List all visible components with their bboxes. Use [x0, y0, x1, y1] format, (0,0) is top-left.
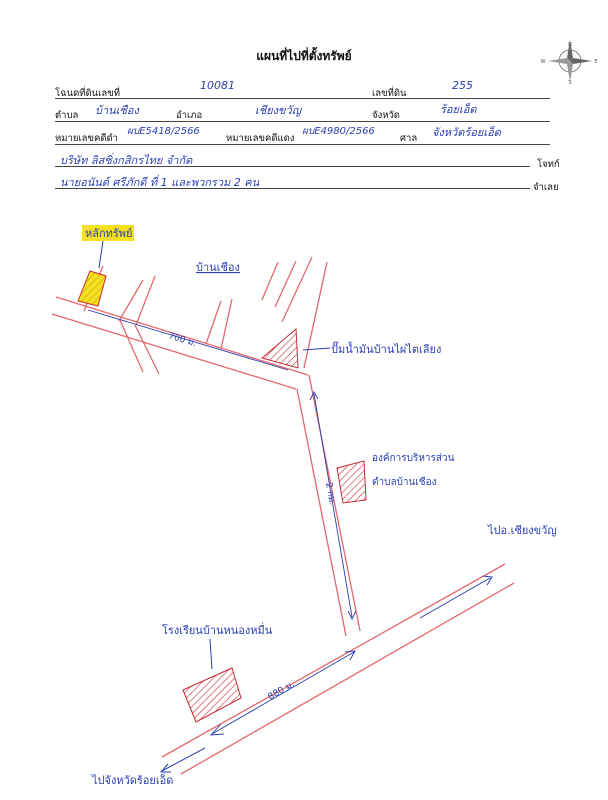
- defendant-value: นายอนันต์ ศรีภักดี ที่ 1 และพวกรวม 2 คน: [60, 176, 260, 189]
- red-case-value: ผบE4980/2566: [302, 126, 375, 137]
- gas-station-pointer: [303, 348, 330, 350]
- road-network: [52, 257, 514, 774]
- village-label: บ้านเชือง: [196, 261, 240, 274]
- arrow-to-chiang-khwan: [420, 576, 492, 618]
- compass-north: N: [568, 42, 572, 48]
- school-label: โรงเรียนบ้านหนองหมื่น: [162, 624, 273, 637]
- distance-2km-label: 2 กม.: [323, 481, 337, 507]
- property-pointer: [99, 241, 103, 268]
- sao-office-label-1: องค์การบริหารส่วน: [372, 453, 455, 464]
- district-value: เชียงขวัญ: [255, 104, 302, 117]
- sao-office-marker: [337, 461, 366, 503]
- distance-880-label: 880 ม.: [266, 679, 297, 703]
- land-no-value: 255: [452, 79, 473, 92]
- province-value: ร้อยเอ็ด: [440, 103, 477, 116]
- court-label: ศาล: [400, 133, 418, 144]
- school-pointer: [210, 639, 212, 669]
- land-no-label: เลขที่ดิน: [372, 88, 407, 99]
- plaintiff-label: โจทก์: [537, 159, 560, 170]
- subdistrict-value: บ้านเชือง: [95, 104, 139, 117]
- to-chiang-khwan-label: ไปอ.เชียงขวัญ: [488, 524, 557, 537]
- deed-value: 10081: [200, 79, 235, 92]
- compass-east: E: [594, 59, 598, 65]
- subdistrict-label: ตำบล: [55, 110, 79, 121]
- court-value: จังหวัดร้อยเอ็ด: [432, 126, 501, 139]
- district-label: อำเภอ: [176, 110, 203, 121]
- sao-office-label-2: ตำบลบ้านเชือง: [372, 477, 437, 488]
- defendant-label: จำเลย: [533, 182, 559, 193]
- black-case-label: หมายเลขคดีดำ: [55, 133, 119, 144]
- compass-south: S: [568, 80, 572, 84]
- to-roiet-label: ไปจังหวัดร้อยเอ็ด: [92, 774, 174, 787]
- page-title: แผนที่ไปที่ตั้งทรัพย์: [256, 49, 352, 63]
- gas-station-label: ปั๊มน้ำมันบ้านไผ่ไตเลียง: [331, 343, 442, 356]
- property-label: หลักทรัพย์: [85, 227, 133, 240]
- red-case-label: หมายเลขคดีแดง: [226, 133, 295, 144]
- compass-west: W: [540, 59, 546, 65]
- dimension-2km: [310, 392, 356, 619]
- school-marker: [183, 668, 241, 722]
- deed-label: โฉนดที่ดินเลขที่: [55, 88, 120, 99]
- property-marker: [78, 271, 106, 306]
- province-label: จังหวัด: [372, 110, 400, 121]
- arrow-to-roiet: [161, 748, 205, 772]
- plaintiff-value: บริษัท ลิสซิ่งกสิกรไทย จำกัด: [60, 154, 193, 167]
- black-case-value: ผบE5418/2566: [127, 126, 200, 137]
- distance-700-label: 700 ม.: [167, 331, 198, 350]
